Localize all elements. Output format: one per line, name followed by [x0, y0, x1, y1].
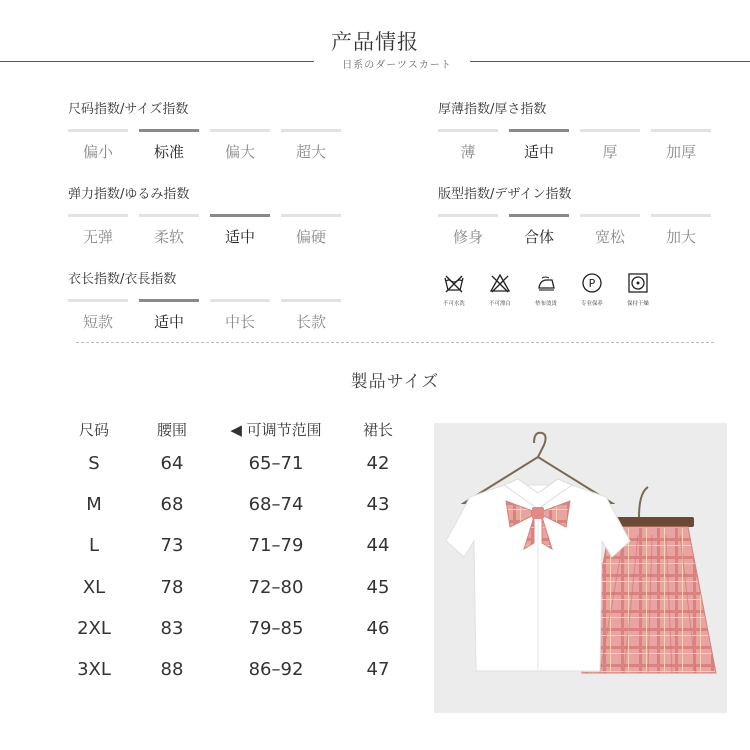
table-row: XL 78 72–80 45 — [82, 576, 390, 598]
care-item: 保持干燥 — [620, 272, 656, 307]
uniform-illustration — [434, 423, 727, 713]
table-row: 2XL 83 79–85 46 — [77, 617, 390, 639]
index-size — [68, 98, 341, 162]
table-row: L 73 71–79 44 — [88, 535, 390, 557]
tumble-dry-icon — [627, 272, 649, 294]
index-length — [68, 268, 341, 332]
index-fit-option: 加大 — [651, 214, 711, 247]
table-row: S 64 65–71 42 — [88, 453, 390, 475]
size-table-header — [58, 415, 418, 443]
index-length-option: 中长 — [210, 299, 270, 332]
care-item: P 专业保养 — [574, 272, 610, 307]
page-title: 产品情报 — [331, 30, 419, 54]
index-thickness-option: 厚 — [580, 129, 640, 162]
index-length-option-selected: 适中 — [139, 299, 199, 332]
index-size-option: 超大 — [281, 129, 341, 162]
adjust-arrow-icon: ◀ — [230, 420, 242, 439]
index-length-option: 长款 — [281, 299, 341, 332]
index-fit-option-selected: 合体 — [509, 214, 569, 247]
index-fit-option: 修身 — [438, 214, 498, 247]
index-thickness-option-selected: 适中 — [509, 129, 569, 162]
header-adjustable: ◀ 可调节范围 — [230, 420, 322, 439]
no-wash-icon — [443, 272, 465, 294]
index-elasticity — [68, 183, 341, 247]
index-size-option: 偏小 — [68, 129, 128, 162]
index-thickness — [438, 98, 711, 162]
size-table — [58, 415, 418, 690]
section-divider — [76, 342, 714, 343]
product-photo — [434, 423, 727, 713]
index-elasticity-option: 无弹 — [68, 214, 128, 247]
svg-text:P: P — [588, 277, 596, 290]
index-elasticity-label: 弹力指数/ゆるみ指数 — [68, 187, 190, 202]
header-length: 裙长 — [362, 420, 393, 439]
index-fit — [438, 183, 711, 247]
index-elasticity-option: 偏硬 — [281, 214, 341, 247]
header-size: 尺码 — [78, 420, 109, 439]
index-length-option: 短款 — [68, 299, 128, 332]
header-waist: 腰围 — [156, 420, 187, 439]
care-icons — [436, 272, 656, 307]
care-item: 不可漂白 — [482, 272, 518, 307]
index-fit-option: 宽松 — [580, 214, 640, 247]
care-item: 垫布烫烫 — [528, 272, 564, 307]
index-thickness-option: 薄 — [438, 129, 498, 162]
page-subtitle: 日系のダーツスカート — [342, 60, 452, 71]
iron-low-icon — [535, 272, 557, 294]
table-row: M 68 68–74 43 — [86, 494, 390, 516]
index-fit-label: 版型指数/デザイン指数 — [438, 187, 572, 202]
index-elasticity-option-selected: 适中 — [210, 214, 270, 247]
care-item: 不可水洗 — [436, 272, 472, 307]
index-thickness-option: 加厚 — [651, 129, 711, 162]
dry-clean-icon — [581, 272, 603, 294]
size-table-title: 製品サイズ — [350, 372, 440, 392]
index-thickness-label: 厚薄指数/厚さ指数 — [438, 102, 547, 117]
index-elasticity-option: 柔软 — [139, 214, 199, 247]
index-size-option: 偏大 — [210, 129, 270, 162]
table-row: 3XL 88 86–92 47 — [77, 659, 390, 681]
index-size-label: 尺码指数/サイズ指数 — [68, 102, 189, 117]
index-size-option-selected: 标准 — [139, 129, 199, 162]
no-bleach-icon — [489, 272, 511, 294]
index-length-label: 衣长指数/衣長指数 — [68, 272, 177, 287]
